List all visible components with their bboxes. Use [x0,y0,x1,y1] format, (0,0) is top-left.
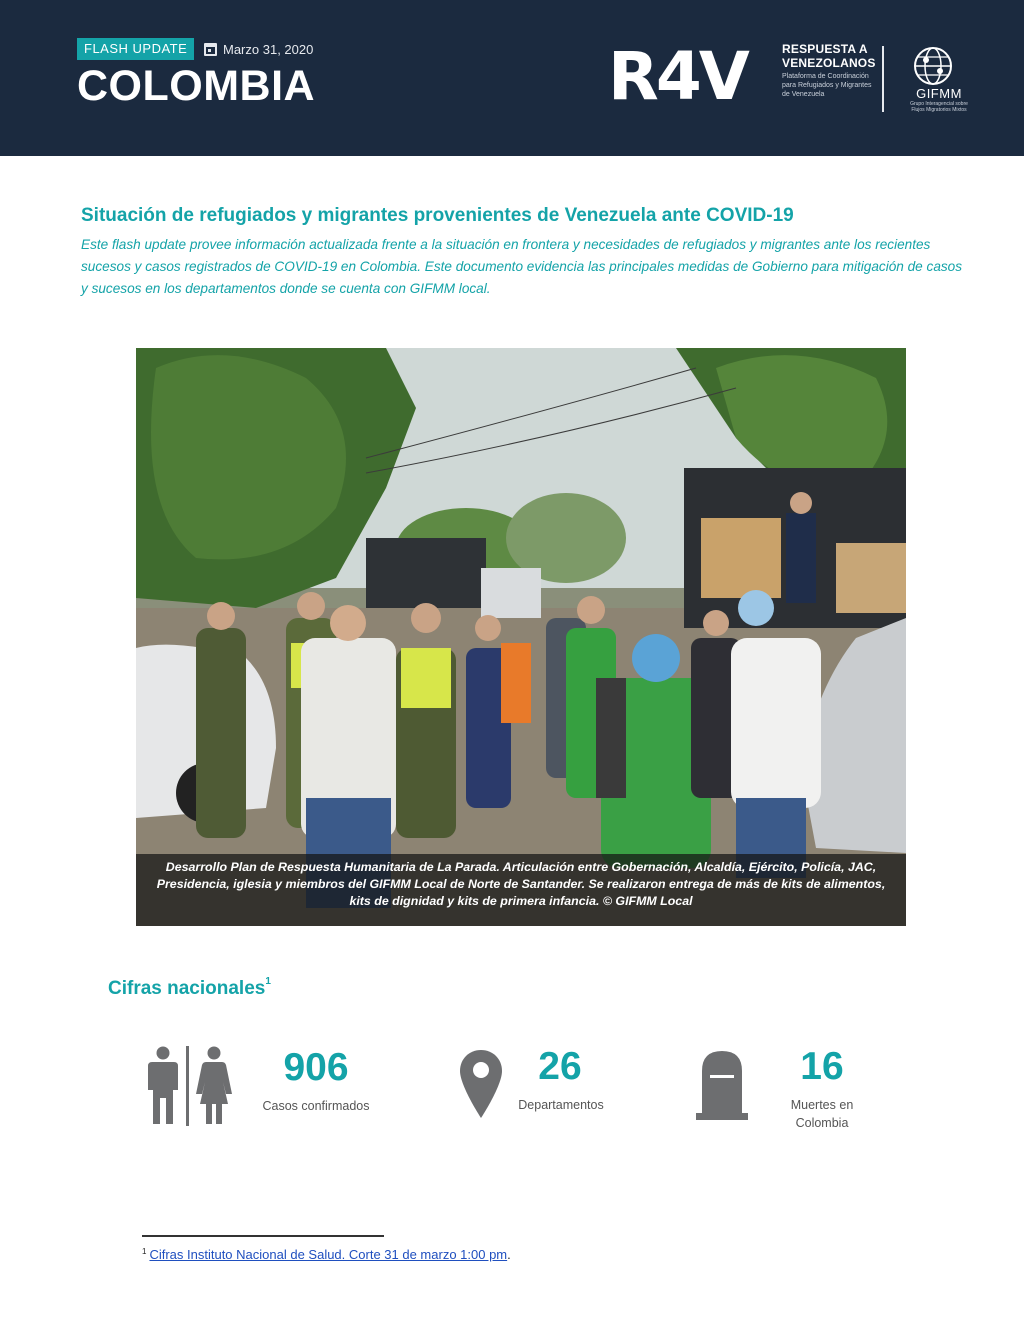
confirmed-cases-value: 906 [283,1046,349,1089]
footnote-source-link[interactable]: Cifras Instituto Nacional de Salud. Corte 31 de marzo 1:00 pm [149,1247,508,1262]
national-figures-heading-text: Cifras nacionales [108,978,266,999]
intro-paragraph: Este flash update provee información actualizada frente a la situación en frontera y necesidades de refugiados y migrantes ante los recientes sucesos y casos registrados de COVID-19 en Colombia. Este documento evidencia las principales medidas de Gobierno para mitigación de casos y sucesos en los departamentos donde se cuenta con GIFMM local. [81,237,963,296]
header-banner [0,0,1024,156]
flash-update-badge: FLASH UPDATE [77,38,194,60]
date-block [204,39,313,59]
calendar-icon [204,43,217,56]
r4v-subtitle: Plataforma de Coordinación para Refugiados y Migrantes de Venezuela [782,73,872,98]
r4v-title-line1: RESPUESTA A [782,42,868,56]
footnote-rule [142,1235,384,1237]
deaths-label-line1: Muertes en [790,1098,854,1112]
photo-illustration [136,348,906,926]
tombstone-icon [696,1047,748,1121]
report-date: Marzo 31, 2020 [223,41,314,57]
footnote [142,1247,511,1262]
people-icon [146,1046,232,1126]
confirmed-cases-label: Casos confirmados [262,1099,370,1113]
departments-value: 26 [538,1045,582,1088]
gifmm-globe-icon [906,44,960,88]
deaths-label-line2: Colombia [795,1116,849,1130]
document-title: Situación de refugiados y migrantes provenientes de Venezuela ante COVID-19 [81,205,794,226]
footnote-number: 1 [142,1247,147,1256]
r4v-title-line2: VENEZOLANOS [782,56,876,70]
gifmm-subtitle: Grupo Interagencial sobre Flujos Migratorios Mixtos [910,101,968,113]
heading-footnote-ref: 1 [265,976,271,987]
r4v-wordmark [782,42,874,99]
field-photo [136,348,906,926]
deaths-label [762,1096,882,1132]
deaths-value: 16 [800,1045,844,1088]
departments-label: Departamentos [518,1098,604,1112]
footnote-trailing: . [507,1247,511,1262]
header-divider [882,46,884,112]
r4v-logo [608,42,774,104]
r4v-logo-text: R4V [608,42,747,104]
country-title: COLOMBIA [77,62,316,110]
photo-caption: Desarrollo Plan de Respuesta Humanitaria de La Parada. Articulación entre Gobernación, Alcaldía, Ejército, Policía, JAC, Presidencia, iglesia y miembros del GIFMM Local de Norte de Santander. Se realizaron entrega de más de kits de alimentos, kits de dignidad y kits de primera infancia. © GIFMM Local [136,854,906,926]
gifmm-name: GIFMM [916,86,962,101]
gifmm-wordmark [906,86,972,113]
national-figures-heading [108,978,271,1000]
